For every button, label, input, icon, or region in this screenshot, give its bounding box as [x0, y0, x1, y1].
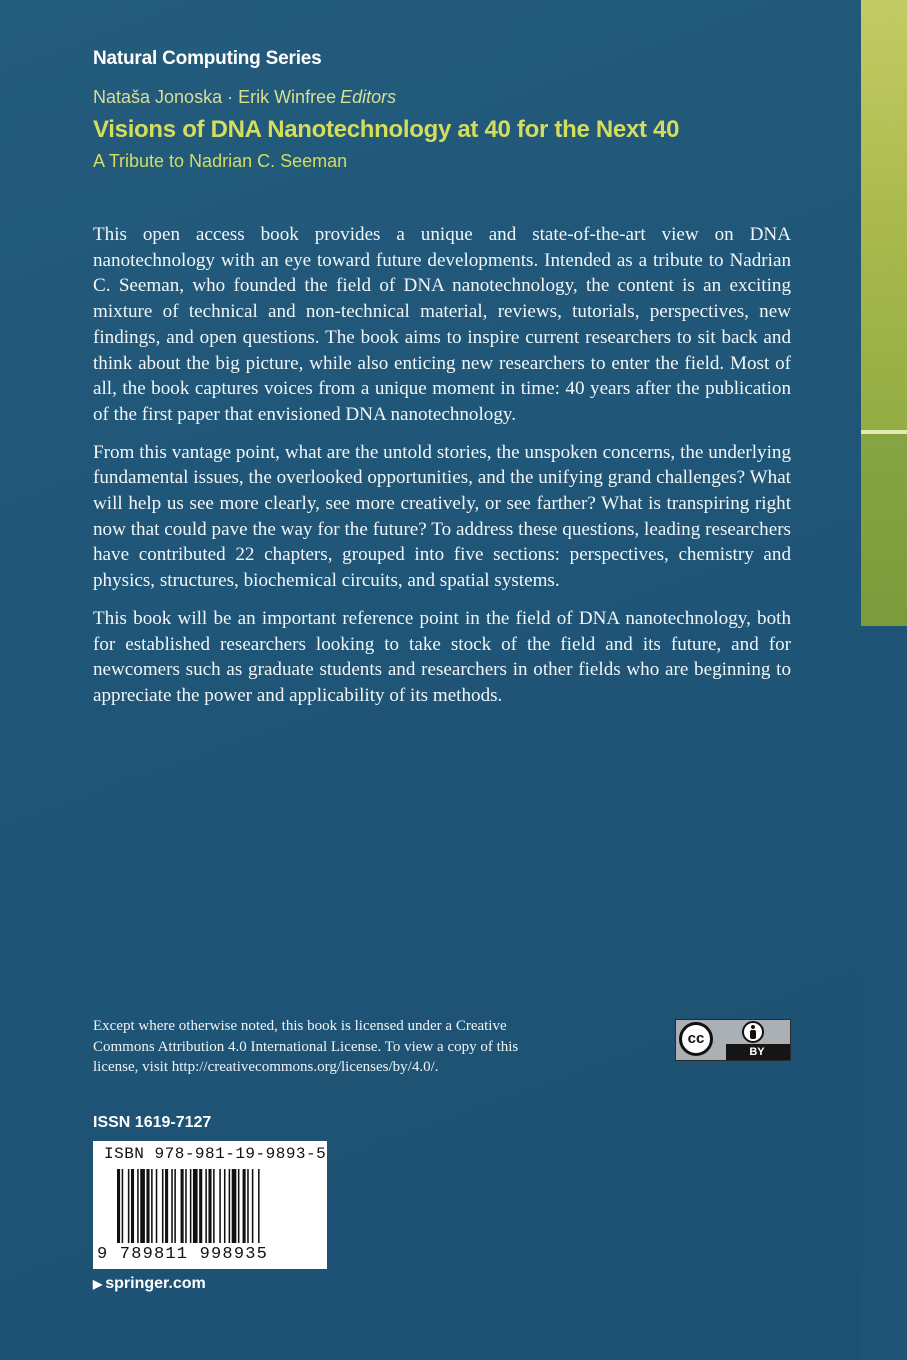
barcode-digits: 9 789811 998935 [97, 1245, 269, 1264]
book-title: Visions of DNA Nanotechnology at 40 for the Next 40 [93, 116, 680, 143]
editors-line [93, 87, 396, 108]
publisher-link[interactable] [93, 1275, 206, 1293]
isbn-number: ISBN 978-981-19-9893-5 [104, 1145, 327, 1163]
license-line-2: Commons Attribution 4.0 International License. To view a copy of this [93, 1038, 519, 1055]
license-line-3: license, visit http://creativecommons.org/licenses/by/4.0/. [93, 1059, 439, 1075]
spine-lower-band [861, 434, 907, 626]
book-description [93, 222, 791, 721]
editor-names: Nataša Jonoska · Erik Winfree [93, 87, 337, 107]
attribution-person-icon [742, 1021, 764, 1043]
license-line-1: Except where otherwise noted, this book is licensed under a Creative [93, 1018, 507, 1034]
creative-commons-badge [675, 1019, 791, 1061]
book-subtitle: A Tribute to Nadrian C. Seeman [93, 151, 348, 171]
cc-icon: cc [679, 1022, 713, 1056]
spine-color-strip [861, 0, 907, 1360]
spine-upper-band [861, 0, 907, 430]
description-paragraph-1: This open access book provides a unique and state-of-the-art view on DNA nanotechnology with an eye toward future developments. Intended as a tribute to Nadrian C. Seeman, who founded the field of DNA nanotechnology, the content is an exciting mixture of technical and non-technical material, reviews, tutorials, perspectives, new findings, and open questions. The book aims to inspire current researchers to sit back and think about the big picture, while also enticing new researchers to enter the field. Most of all, the book captures voices from a unique moment in time: 40 years after the publication of the first paper that envisioned DNA nanotechnology. [93, 224, 791, 425]
publisher-url: springer.com [105, 1275, 206, 1292]
isbn-barcode [93, 1141, 327, 1269]
description-paragraph-3: This book will be an important reference point in the field of DNA nanotechnology, both for established researchers looking to take stock of the field and its future, and for newcomers such as graduate students and researchers in other fields who are beginning to appreciate the power and applicability of its methods. [93, 607, 791, 706]
cc-by-label: BY [749, 1046, 765, 1058]
series-name: Natural Computing Series [93, 48, 322, 69]
editors-role: Editors [340, 87, 397, 107]
description-paragraph-2: From this vantage point, what are the untold stories, the unspoken concerns, the underlying fundamental issues, the overlooked opportunities, and the unifying grand challenges? What will help us see more clearly, see more creatively, or see farther? What is transpiring right now that could pave the way for the future? To address these questions, leading researchers have contributed 22 chapters, grouped into five sections: perspectives, chemistry and physics, structures, biochemical circuits, and spatial systems. [93, 441, 791, 592]
issn-number: ISSN 1619-7127 [93, 1114, 212, 1131]
arrow-right-icon: ▶ [93, 1277, 103, 1291]
license-notice [93, 1016, 583, 1078]
